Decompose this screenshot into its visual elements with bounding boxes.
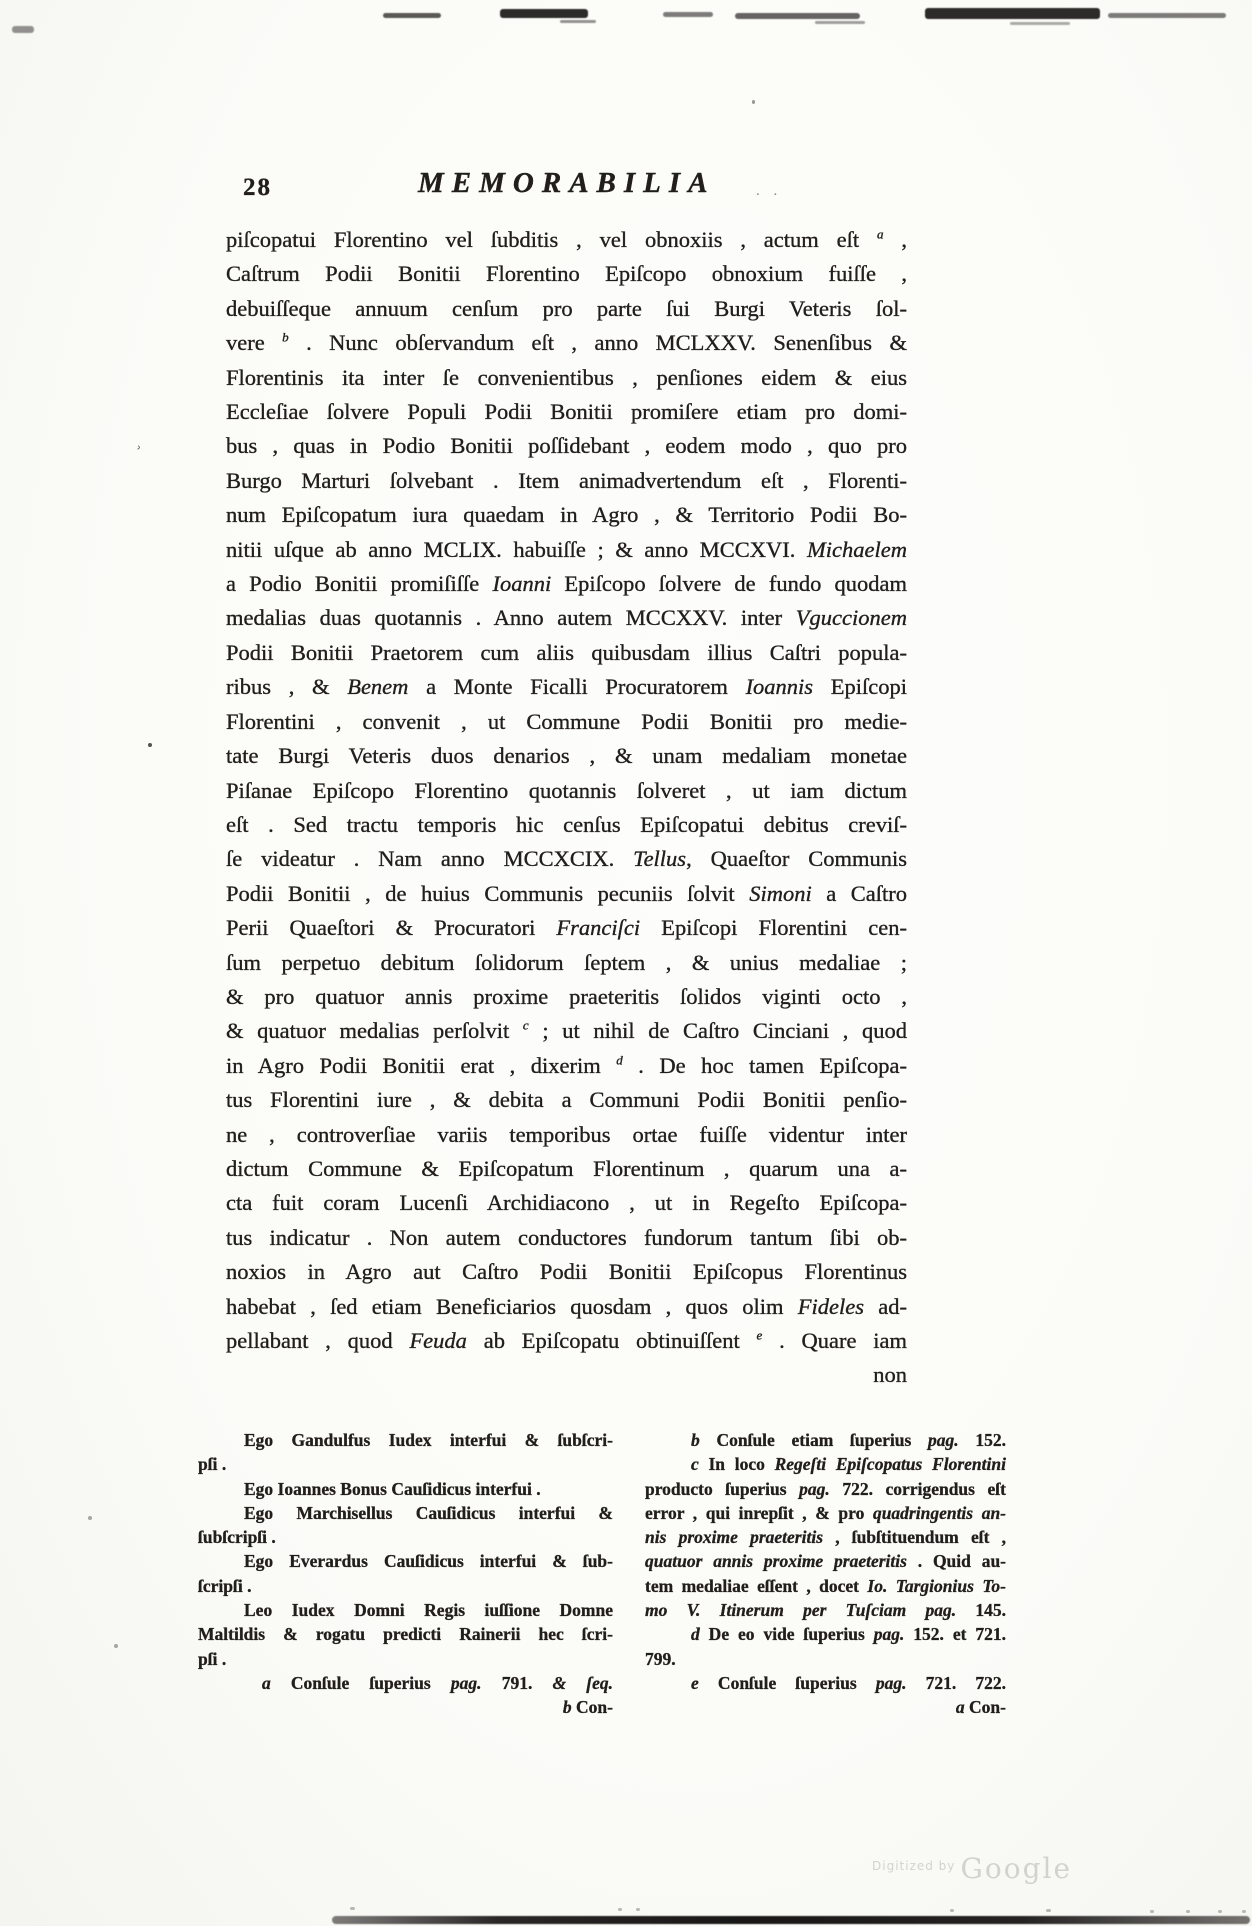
text-line: tus indicatur . Non autem conductores fundorum tantum ſibi ob- bbox=[226, 1224, 907, 1250]
scan-dot bbox=[1186, 1910, 1190, 1913]
emphasized-text: b bbox=[691, 1430, 700, 1450]
emphasized-text: quatuor annis proxime praeteritis bbox=[645, 1551, 907, 1572]
text-line: Piſanae Epiſcopo Florentino quotannis ſolveret , ut iam dictum bbox=[226, 777, 907, 803]
text-line: & quatuor medalias perſolvit $^c$ ; ut nihil de Caſtro Cinciani , quod bbox=[226, 1017, 908, 1044]
text-line: medalias duas quotannis . Anno autem MCCXXV. inter Vguccionem bbox=[226, 605, 907, 631]
text-line: ſubſcripſi . bbox=[198, 1527, 276, 1548]
emphasized-text: pag. bbox=[928, 1430, 959, 1450]
text-line: noxios in Agro aut Caſtro Podii Bonitii Epiſcopus Florentinus bbox=[226, 1259, 907, 1285]
text-line: Ego Gandulfus Iudex interfui & ſubſcri- bbox=[244, 1430, 613, 1450]
text-line: error , qui inrepſit , & pro quadringentis an- bbox=[645, 1502, 1006, 1523]
text-line: nis proxime praeteritis , ſubſtituendum eſt , bbox=[645, 1527, 1006, 1548]
text-line: c In loco Regeſti Epiſcopatus Florentini bbox=[691, 1454, 1006, 1475]
emphasized-text: Vguccionem bbox=[795, 605, 907, 631]
text-line: e Conſule ſuperius pag. 721. 722. bbox=[691, 1672, 1006, 1693]
text-line: pellabant , quod Feuda ab Epiſcopatu obtinuiſſent $^e$ . Quare iam bbox=[226, 1327, 907, 1353]
emphasized-text: Feuda bbox=[409, 1328, 467, 1353]
emphasized-text: mo V. Itinerum per Tuſciam pag. bbox=[645, 1600, 957, 1621]
text-line: debuiſſeque annuum cenſum pro parte ſui Burgi Veteris ſol- bbox=[226, 295, 907, 321]
main-text-block bbox=[226, 223, 907, 1393]
text-line: habebat , ſed etiam Beneficiarios quosdam , quos olim Fideles ad- bbox=[226, 1293, 907, 1319]
running-title: MEMORABILIA bbox=[418, 167, 716, 199]
text-line: 799. bbox=[645, 1648, 676, 1669]
scan-dot bbox=[950, 1909, 954, 1912]
watermark-prefix: Digitized by bbox=[872, 1859, 956, 1873]
ink-smudge bbox=[925, 8, 1100, 19]
text-line: b Conſule etiam ſuperius pag. 152. bbox=[691, 1430, 1006, 1450]
emphasized-text: & ſeq. bbox=[552, 1672, 613, 1693]
text-line: tus Florentini iure , & debita a Communi Podii Bonitii penſio- bbox=[226, 1087, 907, 1113]
text-line: non bbox=[873, 1362, 907, 1388]
text-line: a Conſule ſuperius pag. 791. & ſeq. bbox=[262, 1672, 613, 1693]
text-line: Florentini , convenit , ut Commune Podii Bonitii pro medie- bbox=[226, 708, 907, 734]
ink-smudge bbox=[1108, 13, 1226, 18]
emphasized-text: Franciſci bbox=[556, 915, 641, 941]
ink-smudge bbox=[12, 26, 34, 33]
text-line: num Epiſcopatum iura quaedam in Agro , & Territorio Podii Bo- bbox=[226, 502, 907, 528]
text-line: a Podio Bonitii promiſiſſe Ioanni Epiſcopo ſolvere de fundo quodam bbox=[226, 571, 907, 597]
footnotes-left-column bbox=[198, 1428, 613, 1720]
text-line: Ego Everardus Cauſidicus interfui & ſub- bbox=[244, 1551, 613, 1572]
text-line: in Agro Podii Bonitii erat , dixerim $^d$ . De hoc tamen Epiſcopa- bbox=[226, 1052, 907, 1078]
text-line: Burgo Marturi ſolvebant . Item animadvertendum eſt , Florenti- bbox=[226, 467, 907, 493]
text-line: ſum perpetuo debitum ſolidorum ſeptem , & unius medaliae ; bbox=[226, 949, 907, 975]
emphasized-text: pag. bbox=[799, 1478, 830, 1499]
text-line: pſi . bbox=[198, 1454, 227, 1475]
footnote-reference: e bbox=[756, 1327, 763, 1343]
ink-smudge bbox=[560, 20, 596, 23]
page-number: 28 bbox=[243, 174, 272, 201]
emphasized-text: a bbox=[262, 1672, 271, 1693]
text-line: quatuor annis proxime praeteritis . Quid au- bbox=[645, 1551, 1006, 1572]
ink-smudge bbox=[663, 12, 713, 17]
scan-dot bbox=[618, 1908, 622, 1911]
title-trailing-specks: . . bbox=[756, 183, 783, 199]
ink-smudge bbox=[735, 13, 860, 19]
text-line: mo V. Itinerum per Tuſciam pag. 145. bbox=[645, 1600, 1006, 1621]
ink-smudge bbox=[383, 13, 441, 18]
emphasized-text: Ioannis bbox=[745, 674, 814, 700]
margin-speck bbox=[752, 100, 755, 104]
emphasized-text: Ioanni bbox=[492, 571, 552, 597]
text-line: b Con- bbox=[562, 1697, 613, 1718]
text-line: ne , controverſiae variis temporibus ortae fuiſſe videntur inter bbox=[226, 1121, 907, 1147]
text-line: & pro quatuor annis proxime praeteritis ſolidos viginti octo , bbox=[226, 983, 907, 1009]
text-line: Perii Quaeſtori & Procuratori Franciſci Epiſcopi Florentini cen- bbox=[226, 915, 907, 941]
emphasized-text: pag. bbox=[873, 1624, 905, 1645]
text-line: tate Burgi Veteris duos denarios , & unam medaliam monetae bbox=[226, 743, 907, 769]
emphasized-text: Fideles bbox=[797, 1293, 865, 1319]
scan-dot bbox=[1150, 1910, 1154, 1913]
text-line: Eccleſiae ſolvere Populi Podii Bonitii promiſere etiam pro domi- bbox=[226, 399, 907, 425]
footnotes-right-column bbox=[645, 1428, 1006, 1720]
text-line: a Con- bbox=[955, 1697, 1006, 1718]
ink-smudge bbox=[815, 21, 865, 24]
ink-smudge bbox=[1010, 22, 1070, 25]
text-line: d De eo vide ſuperius pag. 152. et 721. bbox=[691, 1624, 1006, 1645]
text-line: vere $^b$ . Nunc obſervandum eſt , anno MCLXXV. Senenſibus & bbox=[226, 329, 908, 356]
scan-dot bbox=[1242, 1910, 1246, 1913]
emphasized-text: Regeſti Epiſcopatus Florentini bbox=[774, 1454, 1006, 1475]
text-line: Florentinis ita inter ſe convenientibus , penſiones eidem & eius bbox=[226, 364, 907, 390]
text-line: Podii Bonitii , de huius Communis pecuniis ſolvit Simoni a Caſtro bbox=[226, 880, 907, 906]
text-line: Maltildis & rogatu predicti Rainerii hec ſcri- bbox=[198, 1624, 613, 1645]
margin-speck bbox=[114, 1644, 118, 1648]
text-line: Leo Iudex Domni Regis iuſſione Domne bbox=[244, 1600, 613, 1621]
scan-artifact-bar bbox=[332, 1916, 1250, 1924]
scan-dot bbox=[636, 1908, 640, 1911]
emphasized-text: Benem bbox=[347, 674, 409, 700]
google-logo-watermark: Google bbox=[960, 1852, 1073, 1885]
margin-speck bbox=[88, 1516, 92, 1520]
text-line: Ego Marchisellus Cauſidicus interfui & bbox=[244, 1502, 613, 1523]
text-line: Podii Bonitii Praetorem cum aliis quibusdam illius Caſtri popula- bbox=[226, 639, 907, 665]
margin-speck: ʾ bbox=[131, 442, 143, 466]
text-line: nitii uſque ab anno MCLIX. habuiſſe ; & anno MCCXVI. Michaelem bbox=[226, 536, 907, 562]
scan-dot bbox=[1046, 1909, 1051, 1912]
text-line: piſcopatui Florentino vel ſubditis , vel obnoxiis , actum eſt $^a$ , bbox=[226, 226, 908, 252]
emphasized-text: e bbox=[691, 1672, 699, 1693]
text-line: Caſtrum Podii Bonitii Florentino Epiſcopo obnoxium fuiſſe , bbox=[226, 261, 907, 287]
emphasized-text: nis proxime praeteritis bbox=[645, 1527, 824, 1548]
emphasized-text: c bbox=[691, 1454, 699, 1475]
footnote-reference: a bbox=[877, 226, 884, 242]
emphasized-text: Tellus bbox=[633, 846, 687, 872]
digitized-by-google-watermark bbox=[872, 1852, 1072, 1885]
ink-smudge bbox=[500, 9, 588, 18]
text-line: bus , quas in Podio Bonitii poſſidebant , eodem modo , quo pro bbox=[226, 433, 907, 459]
text-line: Ego Ioannes Bonus Cauſidicus interfui . bbox=[244, 1478, 541, 1499]
margin-speck bbox=[148, 743, 152, 747]
text-line: dictum Commune & Epiſcopatum Florentinum , quarum una a- bbox=[226, 1155, 907, 1181]
emphasized-text: quadringentis an- bbox=[872, 1502, 1006, 1523]
text-line: eſt . Sed tractu temporis hic cenſus Epiſcopatui debitus creviſ- bbox=[226, 811, 907, 837]
footnote-reference: d bbox=[616, 1052, 623, 1068]
text-line: producto ſuperius pag. 722. corrigendus eſt bbox=[645, 1478, 1006, 1499]
text-line: ſe videatur . Nam anno MCCXCIX. Tellus, Quaeſtor Communis bbox=[226, 846, 907, 872]
emphasized-text: pag. bbox=[875, 1672, 907, 1693]
text-line: tem medaliae eſſent , docet Io. Targionius To- bbox=[645, 1575, 1006, 1596]
footnote-reference: b bbox=[282, 329, 289, 345]
scan-dot bbox=[1218, 1910, 1222, 1913]
emphasized-text: a bbox=[955, 1697, 965, 1718]
footnote-reference: c bbox=[522, 1017, 529, 1033]
emphasized-text: b bbox=[562, 1697, 572, 1718]
emphasized-text: pag. bbox=[450, 1672, 482, 1693]
emphasized-text: Simoni bbox=[749, 880, 812, 906]
text-line: ribus , & Benem a Monte Ficalli Procuratorem Ioannis Epiſcopi bbox=[226, 674, 907, 700]
emphasized-text: d bbox=[691, 1624, 700, 1645]
text-line: cta fuit coram Lucenſi Archidiacono , ut in Regeſto Epiſcopa- bbox=[226, 1190, 907, 1216]
text-line: pſi . bbox=[198, 1648, 227, 1669]
text-line: ſcripſi . bbox=[198, 1575, 252, 1596]
emphasized-text: Io. Targionius To- bbox=[867, 1575, 1006, 1596]
scan-dot bbox=[350, 1907, 355, 1910]
emphasized-text: Michaelem bbox=[807, 536, 907, 562]
